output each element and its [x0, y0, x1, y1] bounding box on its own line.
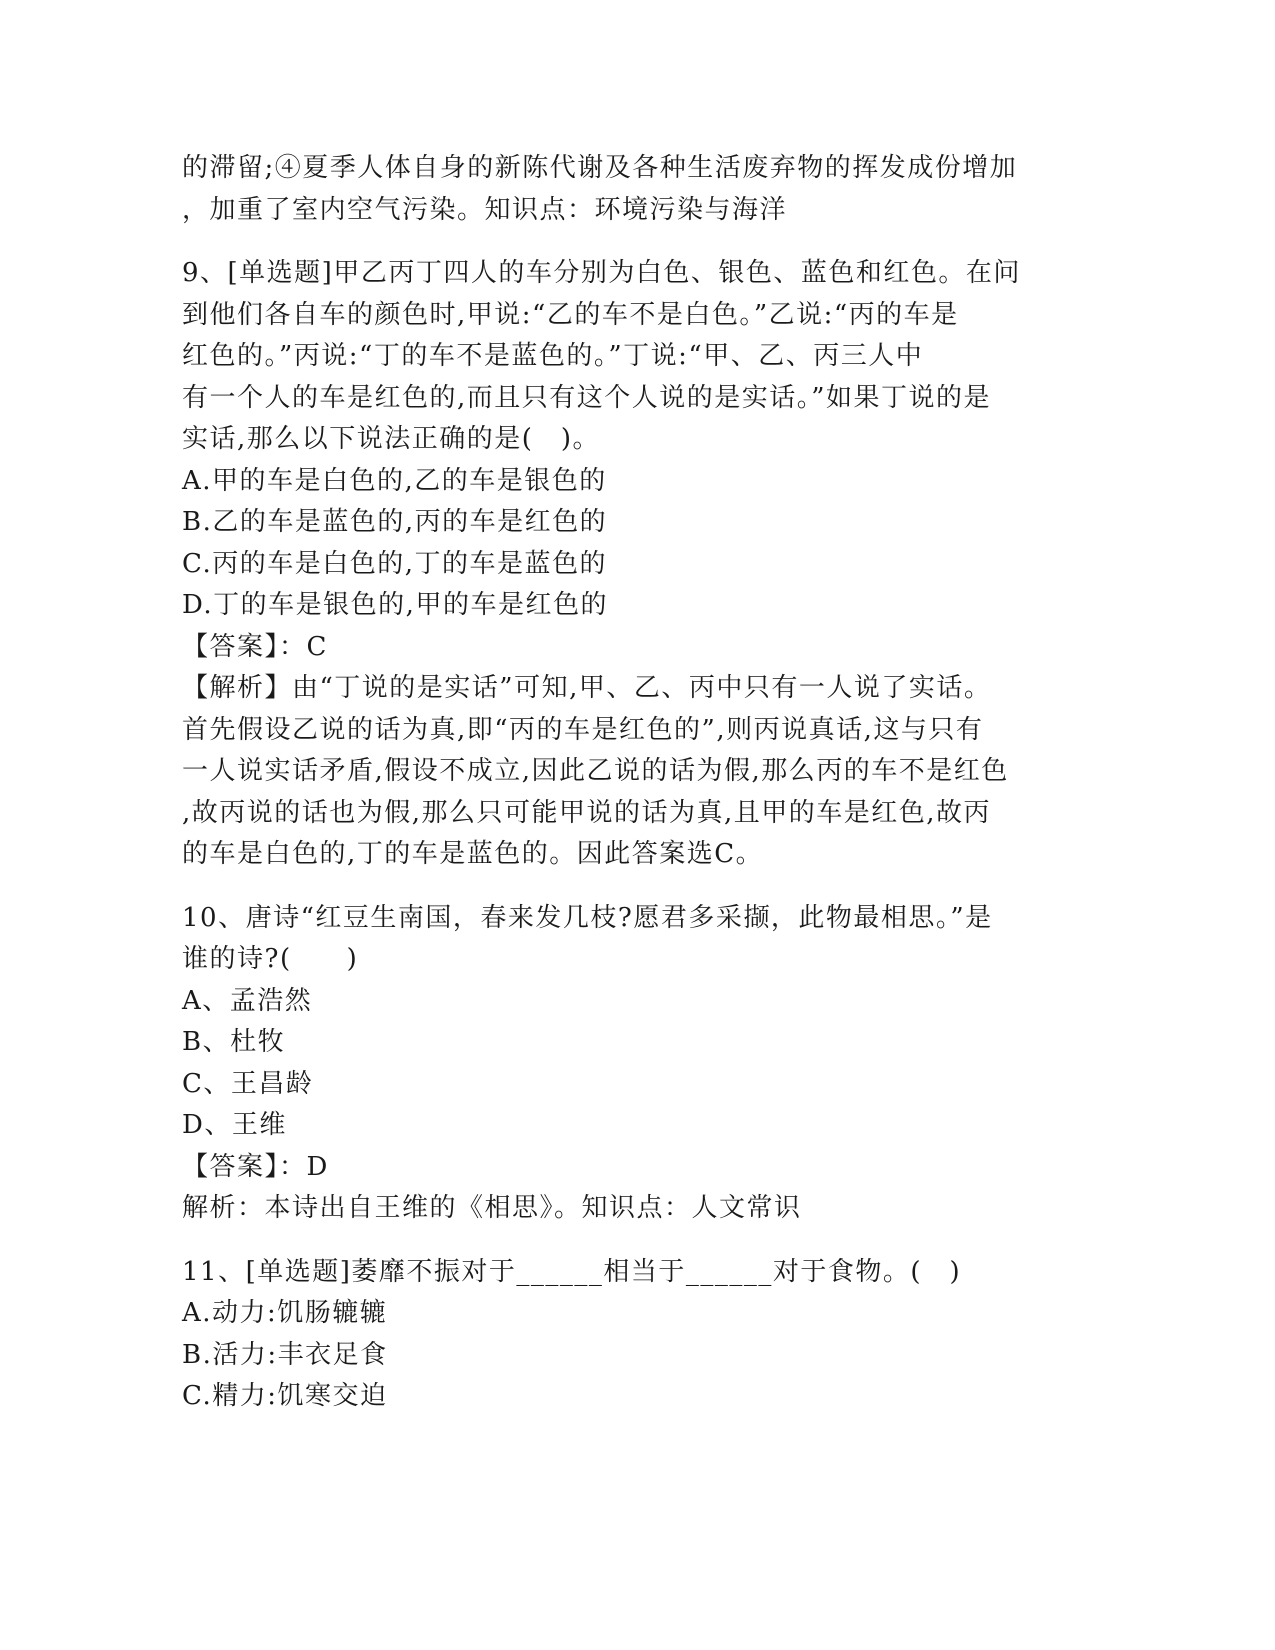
paragraph-gap	[182, 231, 1082, 253]
option-c: C.精力:饥寒交迫	[182, 1381, 388, 1411]
answer: 【答案】：D	[182, 1151, 329, 1182]
question-stem-line: 10、唐诗“红豆生南国，春来发几枝?愿君多采撷，此物最相思。”是	[182, 902, 993, 933]
option-c: C、王昌龄	[182, 1068, 314, 1099]
question-stem-line: 红色的。”丙说:“丁的车不是蓝色的。”丁说:“甲、乙、丙三人中	[182, 341, 924, 371]
question-stem-line: 谁的诗?( )	[182, 944, 359, 974]
answer: 【答案】：C	[182, 631, 328, 662]
question-stem-line: 有一个人的车是红色的,而且只有这个人说的是实话。”如果丁说的是	[182, 382, 992, 413]
document-page	[182, 148, 1082, 1418]
question-11	[182, 1252, 1082, 1418]
paragraph-gap	[182, 1230, 1082, 1252]
option-c: C.丙的车是白色的,丁的车是蓝色的	[182, 548, 607, 579]
question-8-tail	[182, 148, 1082, 231]
option-a: A.甲的车是白色的,乙的车是银色的	[182, 465, 607, 496]
analysis-line: 首先假设乙说的话为真,即“丙的车是红色的”,则丙说真话,这与只有	[182, 714, 984, 745]
analysis-line: 一人说实话矛盾,假设不成立,因此乙说的话为假,那么丙的车不是红色	[182, 756, 1009, 786]
question-stem-line: 11、[单选题]萎靡不振对于______相当于______对于食物。( )	[182, 1256, 962, 1287]
option-b: B、杜牧	[182, 1027, 286, 1057]
option-b: B.乙的车是蓝色的,丙的车是红色的	[182, 507, 608, 537]
analysis-line: 【解析】由“丁说的是实话”可知,甲、乙、丙中只有一人说了实话。	[182, 673, 992, 703]
analysis-line: ,故丙说的话也为假,那么只可能甲说的话为真,且甲的车是红色,故丙	[182, 797, 992, 828]
option-a: A、孟浩然	[182, 985, 313, 1016]
question-stem-line: 到他们各自车的颜色时,甲说:“乙的车不是白色。”乙说:“丙的车是	[182, 299, 959, 330]
question-10	[182, 898, 1082, 1230]
option-d: D、王维	[182, 1110, 287, 1140]
text-line: 的滞留;④夏季人体自身的新陈代谢及各种生活废弃物的挥发成份增加	[182, 153, 1018, 183]
analysis-line: 解析：本诗出自王维的《相思》。知识点：人文常识	[182, 1193, 802, 1223]
analysis-line: 的车是白色的,丁的车是蓝色的。因此答案选C。	[182, 839, 764, 869]
question-stem-line: 实话,那么以下说法正确的是( )。	[182, 424, 601, 454]
question-9	[182, 253, 1082, 876]
text-line: ，加重了室内空气污染。知识点：环境污染与海洋	[182, 194, 788, 225]
question-stem-line: 9、[单选题]甲乙丙丁四人的车分别为白色、银色、蓝色和红色。在问	[182, 258, 1021, 288]
option-a: A.动力:饥肠辘辘	[182, 1298, 388, 1328]
option-d: D.丁的车是银色的,甲的车是红色的	[182, 590, 608, 620]
option-b: B.活力:丰衣足食	[182, 1339, 388, 1370]
paragraph-gap	[182, 876, 1082, 898]
